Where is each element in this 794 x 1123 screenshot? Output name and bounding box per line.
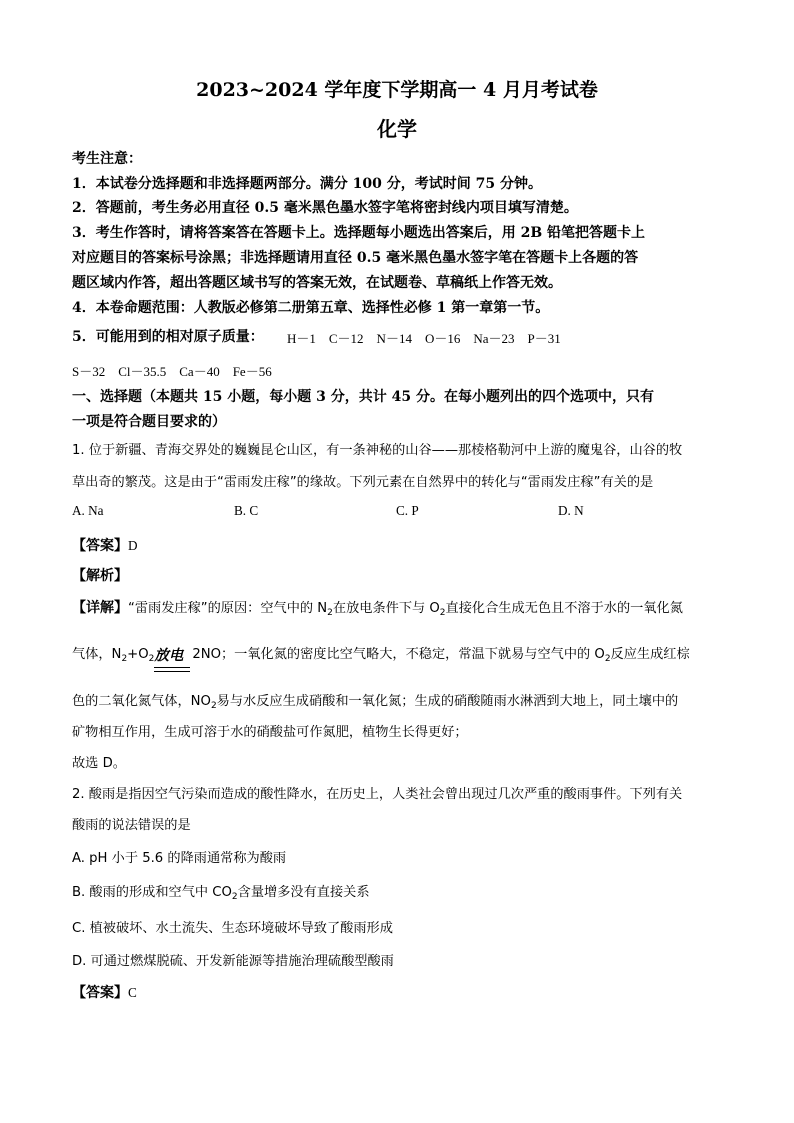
detail-text: 直接化合生成无色且不溶于水的一氧化氮 xyxy=(445,601,683,616)
q2-option-c: C. 植被破坏、水土流失、生态环境破坏导致了酸雨形成 xyxy=(72,921,393,936)
eq-text: +O xyxy=(127,647,149,662)
q1-equation-line xyxy=(72,643,690,662)
notice-item-3: 3．考生作答时，请将答案答在答题卡上。选择题每小题选出答案后，用 2B 铅笔把答题卡上 xyxy=(72,225,646,241)
atomic-mass-heading: 5．可能用到的相对原子质量： xyxy=(72,329,264,345)
subject-title: 化学 xyxy=(377,117,417,141)
subscript: 2 xyxy=(148,654,155,664)
answer-value: D xyxy=(128,538,138,553)
q1-detail-line1 xyxy=(72,597,683,617)
subscript: 2 xyxy=(327,608,333,618)
notice-item-2: 2．答题前，考生务必用直径 0.5 毫米黑色墨水签字笔将密封线内项目填写清楚。 xyxy=(72,200,578,216)
detail-text: 色的二氧化氮气体，NO xyxy=(72,694,211,709)
option-text: B. 酸雨的形成和空气中 CO xyxy=(72,885,232,900)
notice-item-3-cont: 对应题目的答案标号涂黑；非选择题请用直径 0.5 毫米黑色墨水签字笔在答题卡上各题的答 xyxy=(72,250,639,266)
eq-text: 2NO；一氧化氮的密度比空气略大，不稳定，常温下就易与空气中的 O xyxy=(192,647,605,662)
notice-heading: 考生注意： xyxy=(72,151,142,167)
q1-detail-line3 xyxy=(72,690,678,709)
q1-conclusion: 故选 D。 xyxy=(72,756,126,771)
subscript: 2 xyxy=(231,892,238,902)
reaction-condition: 放电 xyxy=(154,647,184,664)
detail-text: “雷雨发庄稼”的原因：空气中的 N xyxy=(128,601,328,616)
answer-tag: 【答案】 xyxy=(72,985,128,1001)
q1-detail-line4: 矿物相互作用，生成可溶于水的硝酸盐可作氮肥，植物生长得更好； xyxy=(72,725,468,740)
double-line xyxy=(154,667,190,672)
detail-text: 易与水反应生成硝酸和一氧化氮；生成的硝酸随雨水淋洒到大地上，同土壤中的 xyxy=(216,694,679,709)
option-text: 含量增多没有直接关系 xyxy=(237,885,370,900)
q2-option-d: D. 可通过燃煤脱硫、开发新能源等措施治理硫酸型酸雨 xyxy=(72,954,394,969)
notice-item-1: 1．本试卷分选择题和非选择题两部分。满分 100 分，考试时间 75 分钟。 xyxy=(72,176,542,192)
answer-tag: 【答案】 xyxy=(72,538,128,554)
q2-answer xyxy=(72,982,137,1002)
subscript: 2 xyxy=(604,654,611,664)
section-heading: 一、选择题（本题共 15 小题，每小题 3 分，共计 45 分。在每小题列出的四个选项中，只有 xyxy=(72,389,654,405)
q1-option-a: A. Na xyxy=(72,503,104,518)
detail-tag: 【详解】 xyxy=(72,600,128,616)
subscript: 2 xyxy=(210,701,217,711)
eq-text: 气体，N xyxy=(72,647,122,662)
q1-option-b: B. C xyxy=(234,503,259,518)
q2-option-a: A. pH 小于 5.6 的降雨通常称为酸雨 xyxy=(72,851,287,866)
answer-value: C xyxy=(128,985,137,1000)
q1-stem-line1: 1. 位于新疆、青海交界处的巍巍昆仑山区，有一条神秘的山谷——那棱格勒河中上游的魔鬼谷，山谷的牧 xyxy=(72,443,683,458)
notice-item-4: 4．本卷命题范围：人教版必修第二册第五章、选择性必修 1 第一章第一节。 xyxy=(72,300,550,316)
notice-item-3-cont2: 题区域内作答，超出答题区域书写的答案无效，在试题卷、草稿纸上作答无效。 xyxy=(72,275,562,291)
q2-stem-line2: 酸雨的说法错误的是 xyxy=(72,818,191,833)
exam-title: 2023~2024 学年度下学期高一 4 月月考试卷 xyxy=(196,79,598,101)
q1-answer xyxy=(72,535,138,555)
eq-text: 反应生成红棕 xyxy=(610,647,690,662)
q2-option-b xyxy=(72,881,370,900)
subscript: 2 xyxy=(439,608,446,618)
q1-analysis-tag: 【解析】 xyxy=(72,568,128,584)
subscript: 2 xyxy=(121,654,128,664)
section-heading-cont: 一项是符合题目要求的） xyxy=(72,414,226,430)
q1-stem-line2: 草出奇的繁茂。这是由于“雷雨发庄稼”的缘故。下列元素在自然界中的转化与“雷雨发庄稼”有关的是 xyxy=(72,475,654,490)
atomic-mass-line1: H－1 C－12 N－14 O－16 Na－23 P－31 xyxy=(287,331,561,346)
q1-option-c: C. P xyxy=(396,503,419,518)
detail-text: 在放电条件下与 O xyxy=(332,601,440,616)
q2-stem-line1: 2. 酸雨是指因空气污染而造成的酸性降水，在历史上，人类社会曾出现过几次严重的酸雨事件。下列有关 xyxy=(72,787,683,802)
q1-option-d: D. N xyxy=(558,503,584,518)
atomic-mass-line2: S－32 Cl－35.5 Ca－40 Fe－56 xyxy=(72,364,272,379)
